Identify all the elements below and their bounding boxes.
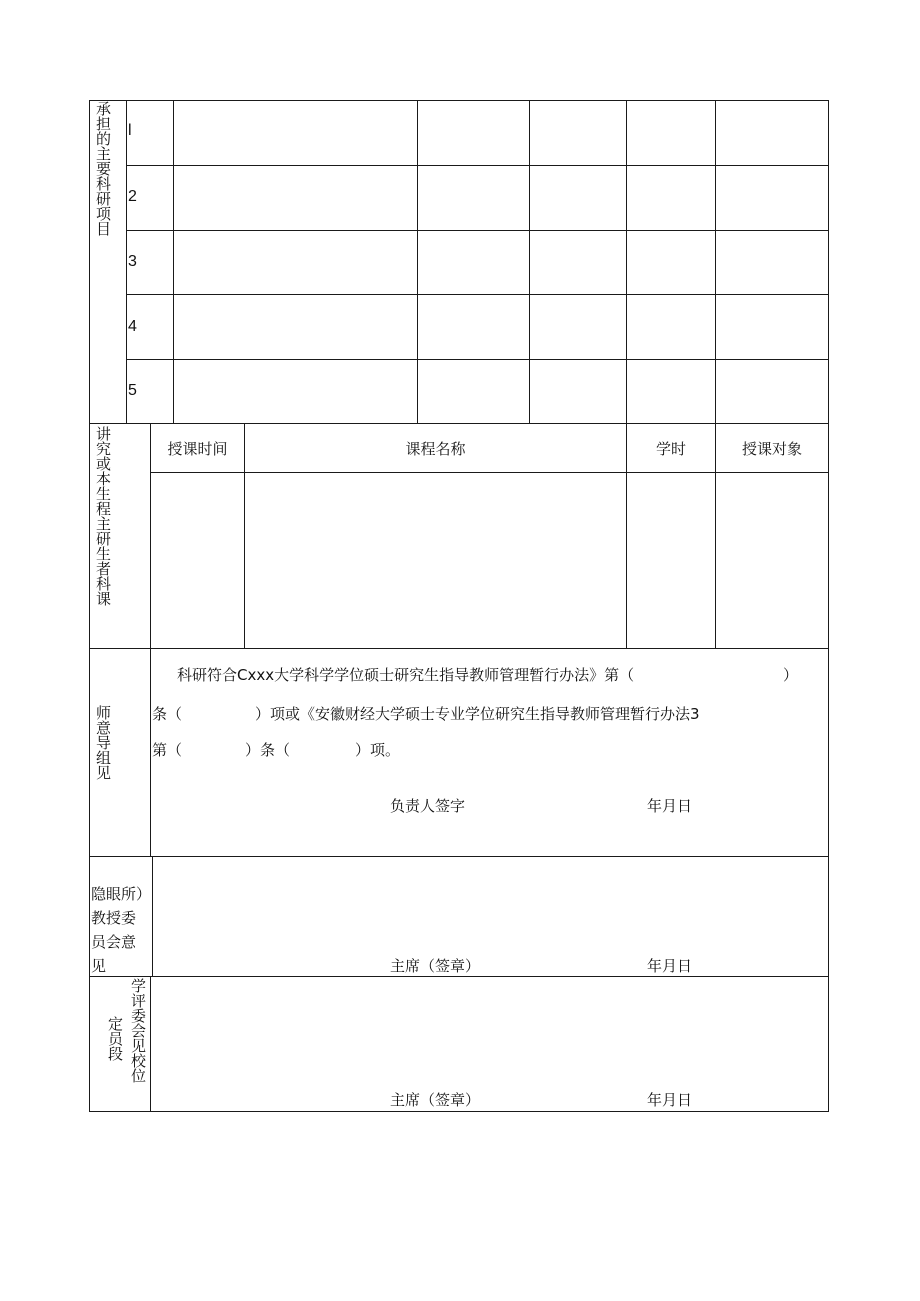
rule-research-c5 (715, 100, 716, 423)
rule-top (89, 100, 829, 101)
rule-right (828, 100, 829, 1112)
header-teaching-target: 授课对象 (741, 440, 802, 458)
rule-research-bottom (89, 423, 829, 424)
committee-date-label: 年月日 (647, 957, 693, 975)
rule-research-num-right (173, 100, 174, 423)
rule-research-c3 (529, 100, 530, 423)
university-label-col1: 学评委会见校位 (129, 978, 147, 1083)
university-label-col2: 定员段 (106, 1016, 124, 1061)
committee-signer-label: 主席（签章） (390, 957, 481, 975)
mentor-text-line3-start: 第（ (152, 741, 183, 759)
rule-row4 (126, 359, 829, 360)
rule-teaching-header (150, 472, 829, 473)
mentor-signer-label: 负责人签字 (390, 797, 466, 815)
mentor-text-line3-end: ）项。 (355, 741, 401, 759)
university-signer-label: 主席（签章） (390, 1091, 481, 1109)
committee-label-line4: 见 (91, 957, 107, 975)
mentor-section-label: 师意导组见 (94, 705, 112, 780)
rule-mentor-bottom (89, 856, 829, 857)
header-teaching-time: 授课时间 (167, 440, 228, 458)
rule-research-c2 (417, 100, 418, 423)
mentor-text-line2-start: 条（ (152, 705, 183, 723)
mentor-text-line3-mid: ）条（ (245, 741, 291, 759)
research-row-5-number: 5 (128, 382, 137, 399)
mentor-date-label: 年月日 (647, 797, 693, 815)
teaching-section-label: 讲究或本生程主研生者科课 (94, 426, 112, 606)
rule-university-label (150, 976, 151, 1111)
header-course-name: 课程名称 (405, 440, 466, 458)
committee-label-line3: 员会意 (91, 933, 137, 951)
committee-label-line2: 教授委 (91, 909, 137, 927)
research-row-3-number: 3 (128, 253, 137, 270)
committee-label-line1: 隐眼所） (91, 885, 152, 903)
rule-row3 (126, 294, 829, 295)
mentor-text-line2: ）项或《安徽财经大学硕士专业学位研究生指导教师管理暂行办法3 (255, 705, 700, 723)
rule-row1 (126, 165, 829, 166)
research-section-label: 承担的主要科研项目 (94, 101, 112, 236)
header-hours: 学时 (655, 440, 686, 458)
rule-mentor-label (150, 648, 151, 856)
rule-row2 (126, 230, 829, 231)
research-row-4-number: 4 (128, 318, 137, 335)
rule-bottom (89, 1111, 829, 1112)
rule-committee-bottom (89, 976, 829, 977)
rule-research-c4 (626, 100, 627, 423)
rule-left (89, 100, 90, 1112)
rule-teaching-bottom (89, 648, 829, 649)
mentor-text-line1-close: ） (783, 666, 799, 684)
rule-committee-label (152, 856, 153, 976)
university-date-label: 年月日 (647, 1091, 693, 1109)
research-row-2-number: 2 (128, 188, 137, 205)
rule-research-num-left (126, 100, 127, 423)
mentor-text-line1: 科研符合Cxxx大学科学学位硕士研究生指导教师管理暂行办法》第（ (177, 666, 635, 684)
research-row-1-number: l (128, 122, 132, 139)
